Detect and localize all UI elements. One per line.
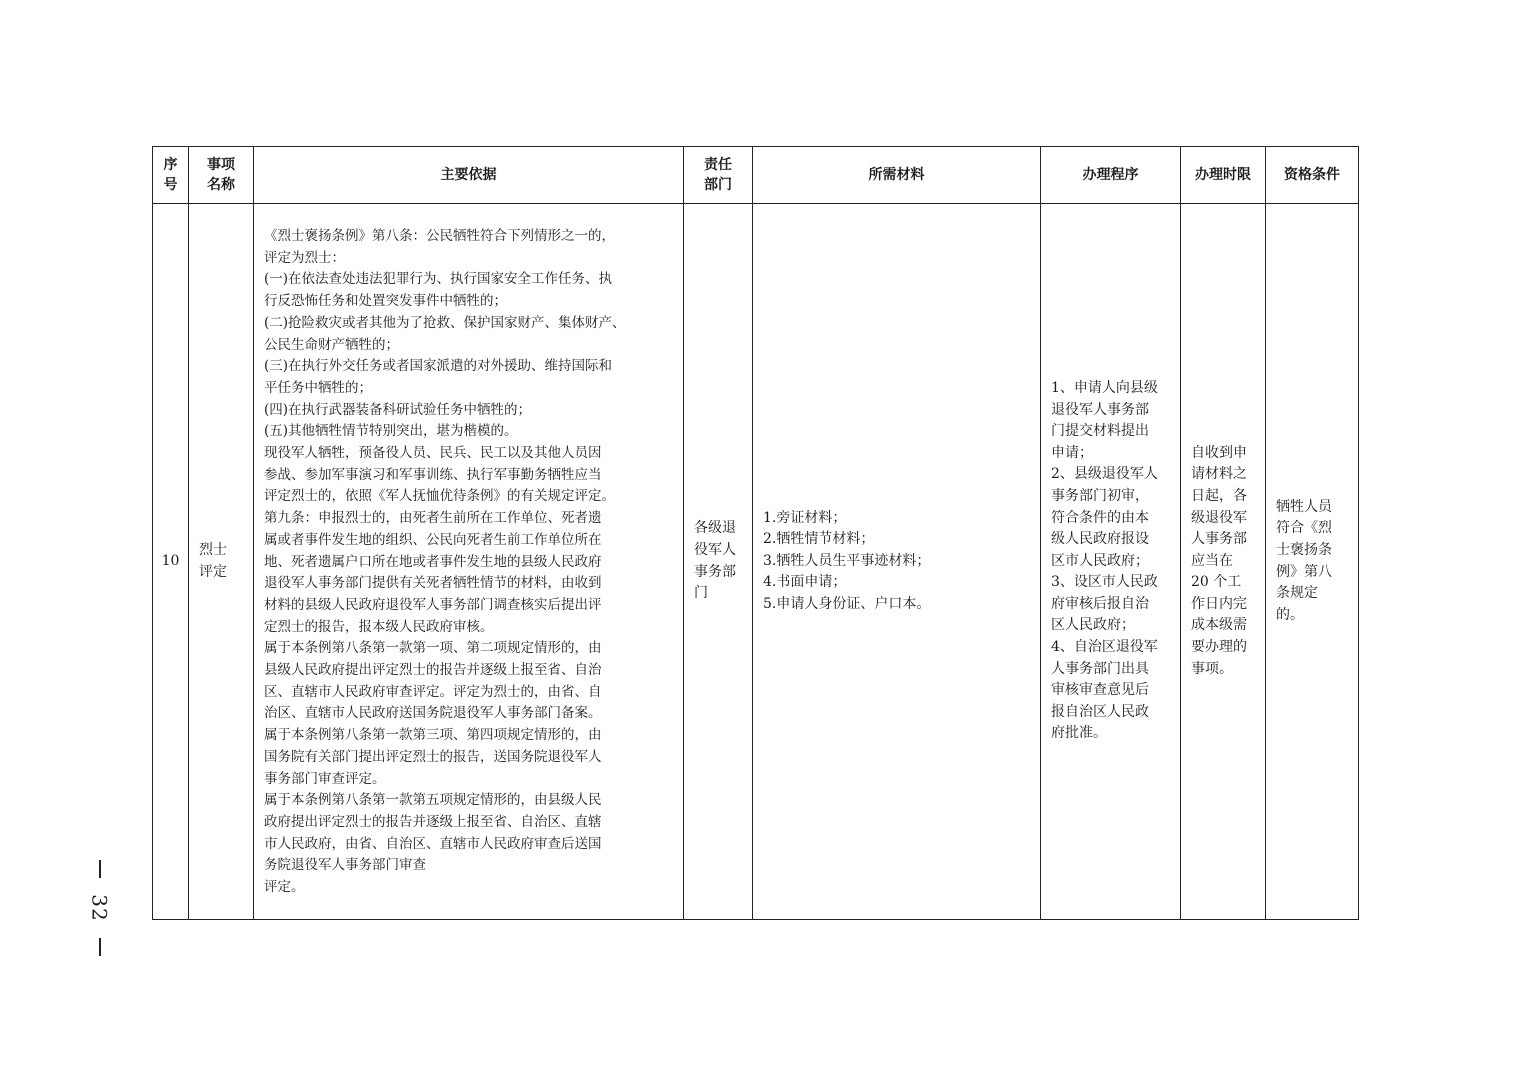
header-required-materials: 所需材料 xyxy=(753,147,1041,204)
cell-responsible-dept: 各级退 役军人 事务部 门 xyxy=(684,204,753,920)
table-header xyxy=(153,147,1359,204)
header-time-limit: 办理时限 xyxy=(1181,147,1266,204)
page-number-dash-bottom xyxy=(99,938,101,956)
page-number-dash-top xyxy=(99,860,101,878)
header-main-basis: 主要依据 xyxy=(254,147,684,204)
header-row xyxy=(153,147,1359,204)
cell-required-materials: 1.旁证材料； 2.牺牲情节材料； 3.牺牲人员生平事迹材料； 4.书面申请； 5.申请人身份证、户口本。 xyxy=(753,204,1041,920)
cell-item-name: 烈士 评定 xyxy=(189,204,254,920)
table-row xyxy=(153,204,1359,920)
header-item-name: 事项 名称 xyxy=(189,147,254,204)
service-items-table xyxy=(152,146,1359,920)
header-procedure: 办理程序 xyxy=(1041,147,1181,204)
header-responsible-dept: 责任 部门 xyxy=(684,147,753,204)
page-number xyxy=(86,860,114,956)
page-number-text: 32 xyxy=(87,894,112,922)
cell-main-basis: 《烈士褒扬条例》第八条：公民牺牲符合下列情形之一的， 评定为烈士： (一)在依法查处违法犯罪行为、执行国家安全工作任务、执 行反恐怖任务和处置突发事件中牺牲的； (二)抢险救灾或者其他为了抢救、保护国家财产、集体财产、 公民生命财产牺牲的； (三)在执行外交任务或者国家派遣的对外援助、维持国际和 平任务中牺牲的； (四)在执行武器装备科研试验任务中牺牲的； (五)其他牺牲情节特别突出，堪为楷模的。 现役军人牺牲，预备役人员、民兵、民工以及其他人员因 参战、参加军事演习和军事训练、执行军事勤务牺牲应当 评定烈士的，依照《军人抚恤优待条例》的有关规定评定。 第九条：申报烈士的，由死者生前所在工作单位、死者遗 属或者事件发生地的组织、公民向死者生前工作单位所在 地、死者遗属户口所在地或者事件发生地的县级人民政府 退役军人事务部门提供有关死者牺牲情节的材料，由收到 材料的县级人民政府退役军人事务部门调查核实后提出评 定烈士的报告，报本级人民政府审核。 属于本条例第八条第一款第一项、第二项规定情形的，由 县级人民政府提出评定烈士的报告并逐级上报至省、自治 区、直辖市人民政府审查评定。评定为烈士的，由省、自 治区、直辖市人民政府送国务院退役军人事务部门备案。 属于本条例第八条第一款第三项、第四项规定情形的，由 国务院有关部门提出评定烈士的报告，送国务院退役军人 事务部门审查评定。 属于本条例第八条第一款第五项规定情形的，由县级人民 政府提出评定烈士的报告并逐级上报至省、自治区、直辖 市人民政府，由省、自治区、直辖市人民政府审查后送国 务院退役军人事务部门审查 评定。 xyxy=(254,204,684,920)
cell-seq: 10 xyxy=(153,204,189,920)
cell-procedure: 1、申请人向县级 退役军人事务部 门提交材料提出 申请； 2、县级退役军人 事务部门初审， 符合条件的由本 级人民政府报设 区市人民政府； 3、设区市人民政 府审核后报自治 区人民政府； 4、自治区退役军 人事务部门出具 审核审查意见后 报自治区人民政 府批准。 xyxy=(1041,204,1181,920)
header-qualification: 资格条件 xyxy=(1266,147,1359,204)
header-seq: 序 号 xyxy=(153,147,189,204)
cell-qualification: 牺牲人员 符合《烈 士褒扬条 例》第八 条规定 的。 xyxy=(1266,204,1359,920)
table-body xyxy=(153,204,1359,920)
cell-time-limit: 自收到申 请材料之 日起，各 级退役军 人事务部 应当在 20 个工 作日内完 成本级需 要办理的 事项。 xyxy=(1181,204,1266,920)
